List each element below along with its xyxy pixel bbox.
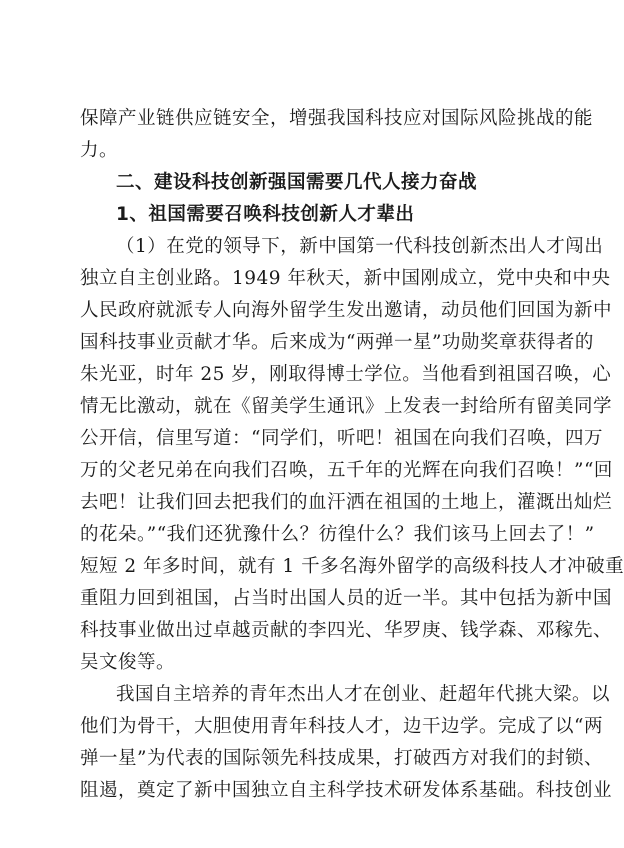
subsection-heading: 1、祖国需要召唤科技创新人才辈出: [116, 204, 415, 225]
body-text-line: （1）在党的领导下，新中国第一代科技创新杰出人才闯出: [116, 236, 604, 257]
body-text-line: 情无比激动，就在《留美学生通讯》上发表一封给所有留美同学: [80, 396, 613, 417]
body-text-line: 短短 2 年多时间，就有 1 千多名海外留学的高级科技人才冲破重: [80, 556, 624, 577]
body-text-line: 弹一星”为代表的国际领先科技成果，打破西方对我们的封锁、: [80, 748, 603, 769]
body-text-line: 朱光亚，时年 25 岁，刚取得博士学位。当他看到祖国召唤，心: [80, 364, 612, 385]
body-text-line: 公开信，信里写道：“同学们，听吧！祖国在向我们召唤，四万: [80, 428, 603, 449]
body-text-line: 吴文俊等。: [80, 652, 176, 673]
body-text-line: 保障产业链供应链安全，增强我国科技应对国际风险挑战的能: [80, 108, 594, 129]
body-text-line: 我国自主培养的青年杰出人才在创业、赶超年代挑大梁。以: [116, 684, 611, 705]
body-text-line: 重阻力回到祖国，占当时出国人员的近一半。其中包括为新中国: [80, 588, 613, 609]
section-heading: 二、建设科技创新强国需要几代人接力奋战: [116, 172, 478, 193]
body-text-line: 他们为骨干，大胆使用青年科技人才，边干边学。完成了以“两: [80, 716, 603, 737]
body-text-line: 独立自主创业路。1949 年秋天，新中国刚成立，党中央和中央: [80, 268, 611, 289]
body-text-line: 国科技事业贡献才华。后来成为“两弹一星”功勋奖章获得者的: [80, 332, 594, 353]
body-text-line: 去吧！让我们回去把我们的血汗洒在祖国的土地上，灌溉出灿烂: [80, 492, 613, 513]
body-text-line: 万的父老兄弟在向我们召唤，五千年的光辉在向我们召唤！”“回: [80, 460, 613, 481]
body-text-line: 的花朵。”“我们还犹豫什么？彷徨什么？我们该马上回去了！”: [80, 524, 595, 545]
body-text-line: 阻遏，奠定了新中国独立自主科学技术研发体系基础。科技创业: [80, 780, 613, 801]
body-text-line: 人民政府就派专人向海外留学生发出邀请，动员他们回国为新中: [80, 300, 613, 321]
body-text-line: 科技事业做出过卓越贡献的李四光、华罗庚、钱学森、邓稼先、: [80, 620, 613, 641]
body-text-line: 力。: [80, 140, 119, 161]
